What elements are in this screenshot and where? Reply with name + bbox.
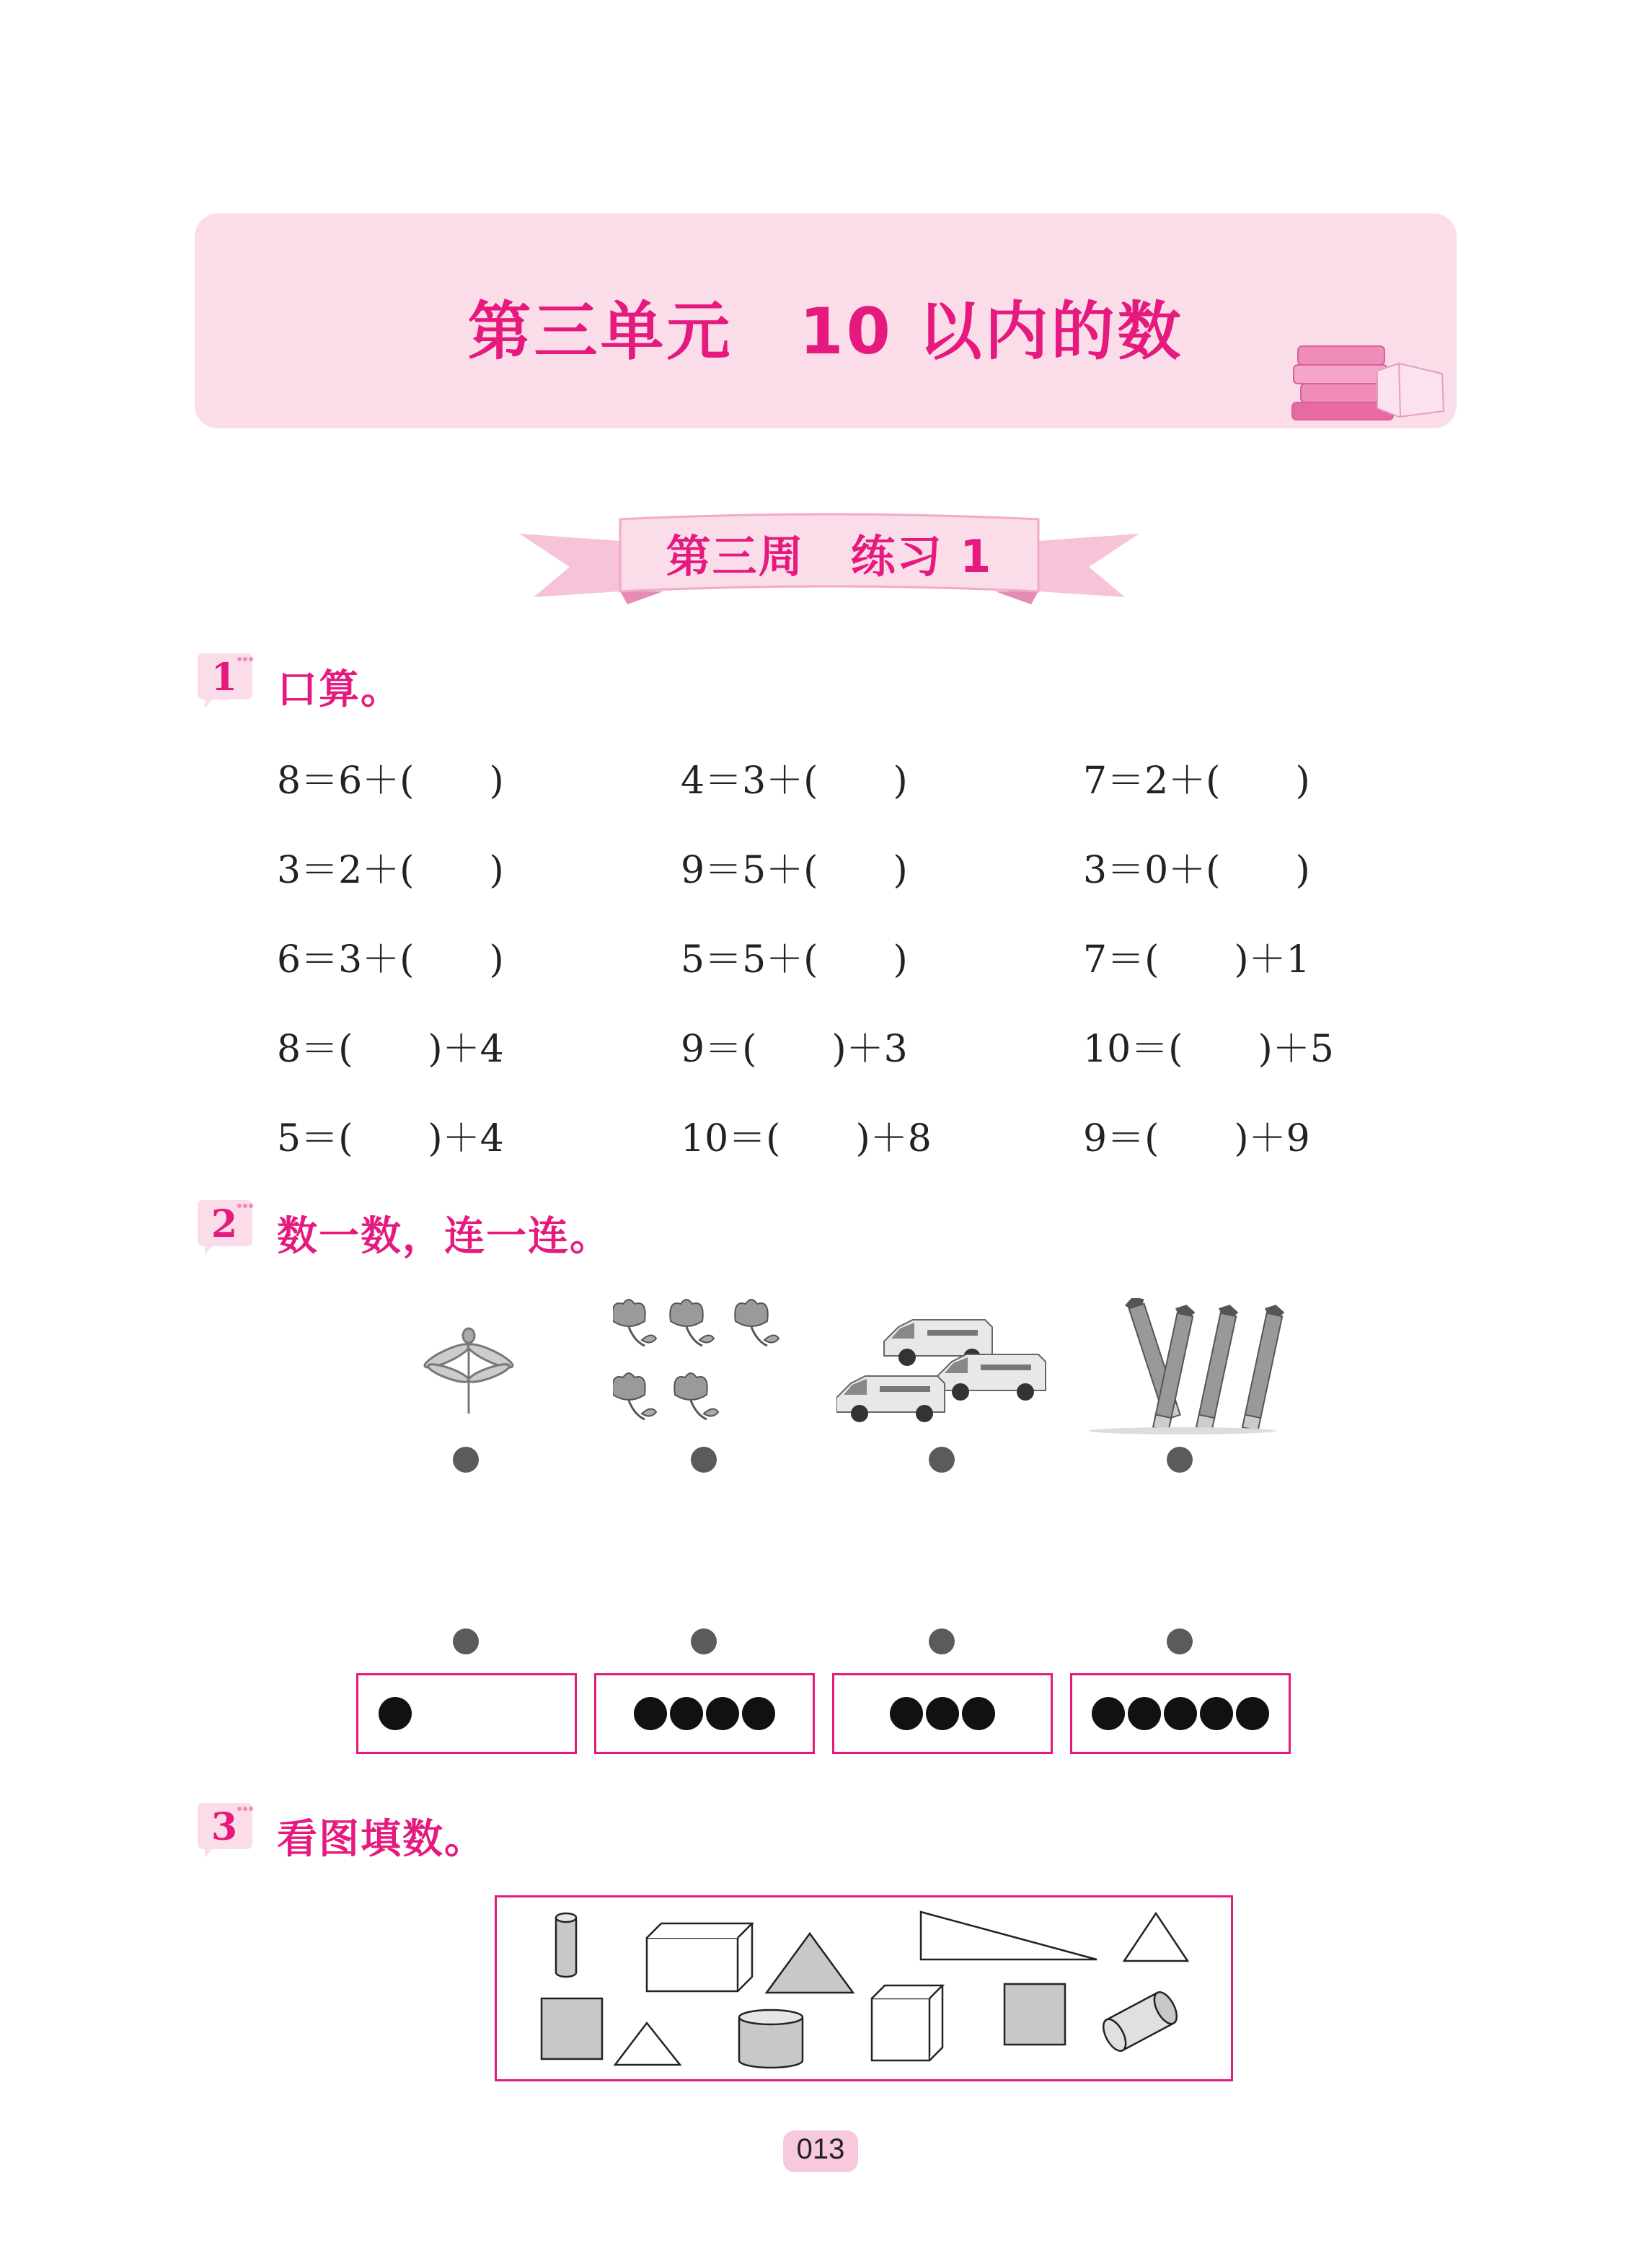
ambulance-icon	[836, 1310, 1053, 1432]
equation: 9＝( )＋9	[1083, 1117, 1310, 1160]
count-connect-dot[interactable]	[1167, 1628, 1193, 1654]
equation: 5＝5＋( )	[681, 938, 908, 982]
count-dot	[1236, 1697, 1269, 1730]
count-dot	[379, 1697, 412, 1730]
count-connect-dot[interactable]	[453, 1628, 479, 1654]
section-number: 3	[211, 1805, 238, 1849]
equation: 8＝( )＋4	[277, 1028, 504, 1071]
section-badge	[195, 1199, 264, 1256]
count-connect-dot[interactable]	[691, 1628, 717, 1654]
count-dot	[1164, 1697, 1197, 1730]
section-number: 2	[211, 1202, 238, 1246]
picture-connect-dot[interactable]	[1167, 1447, 1193, 1473]
count-dot	[890, 1697, 923, 1730]
equation: 9＝5＋( )	[681, 849, 908, 892]
count-dot	[1128, 1697, 1161, 1730]
count-connect-dot[interactable]	[929, 1628, 955, 1654]
count-dot	[634, 1697, 667, 1730]
count-box	[1070, 1673, 1291, 1754]
equation: 4＝3＋( )	[681, 759, 908, 803]
equation: 7＝( )＋1	[1083, 938, 1310, 982]
equation: 6＝3＋( )	[277, 938, 504, 982]
flower-icon	[613, 1295, 793, 1432]
count-dot	[1092, 1697, 1125, 1730]
count-dot	[706, 1697, 739, 1730]
page-number: 013	[796, 2133, 845, 2165]
pencil-icon	[1082, 1298, 1291, 1435]
equation: 9＝( )＋3	[681, 1028, 908, 1071]
count-dot	[962, 1697, 995, 1730]
dragonfly-icon	[418, 1320, 519, 1421]
picture-connect-dot[interactable]	[453, 1447, 479, 1473]
picture-connect-dot[interactable]	[691, 1447, 717, 1473]
equation: 3＝2＋( )	[277, 849, 504, 892]
shapes-illustration	[497, 1897, 1231, 2079]
count-dot	[670, 1697, 703, 1730]
week-title: 第三周 练习 1	[666, 530, 993, 583]
count-dot	[742, 1697, 775, 1730]
count-box	[832, 1673, 1053, 1754]
section-title: 看图填数。	[277, 1816, 486, 1863]
picture-connect-dot[interactable]	[929, 1447, 955, 1473]
equation: 7＝2＋( )	[1083, 759, 1310, 803]
book-stack-icon	[1291, 342, 1449, 423]
count-box	[594, 1673, 815, 1754]
equation: 8＝6＋( )	[277, 759, 504, 803]
count-dot	[1200, 1697, 1233, 1730]
equation: 10＝( )＋5	[1083, 1028, 1334, 1071]
section-badge	[195, 652, 264, 710]
section-number: 1	[211, 656, 238, 700]
count-dot	[926, 1697, 959, 1730]
count-box	[356, 1673, 577, 1754]
equation: 3＝0＋( )	[1083, 849, 1310, 892]
equation: 10＝( )＋8	[681, 1117, 932, 1160]
section-badge	[195, 1802, 264, 1859]
shapes-frame	[495, 1895, 1233, 2081]
equation: 5＝( )＋4	[277, 1117, 504, 1160]
section-title: 数一数，连一连。	[277, 1213, 611, 1260]
unit-title: 第三单元 10 以内的数	[467, 294, 1184, 369]
section-title: 口算。	[277, 666, 402, 713]
